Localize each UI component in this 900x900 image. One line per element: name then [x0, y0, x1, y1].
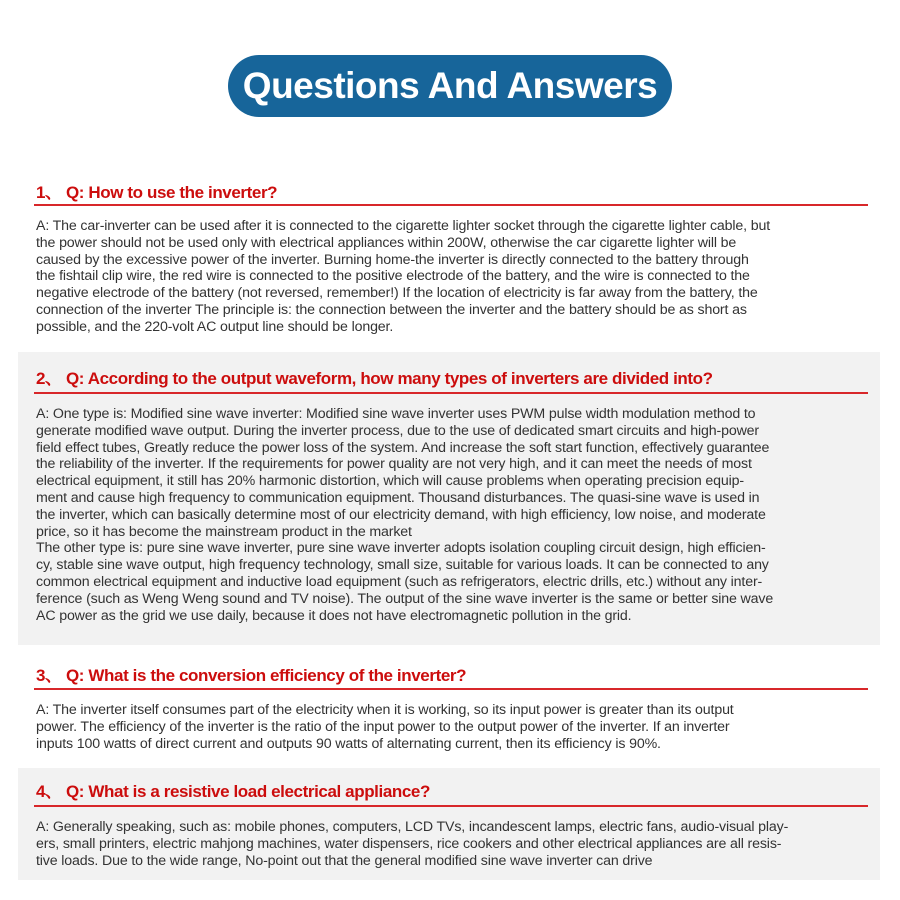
answer-line: cy, stable sine wave output, high frequency technology, small size, suitable for various loads. It can be connected to any [36, 557, 769, 574]
answer-line: electrical equipment, it still has 20% harmonic distortion, which will cause problems when operating precision equip- [36, 473, 744, 490]
answer-line: field effect tubes, Greatly reduce the power loss of the system. And increase the soft start function, effectively guarantee [36, 439, 770, 456]
answer-text [36, 218, 770, 336]
question-heading: 3、 Q: What is the conversion efficiency of the inverter? [36, 666, 467, 685]
answer-line: common electrical equipment and inductive load equipment (such as refrigerators, electric drills, etc.) without any inter- [36, 573, 763, 590]
answer-line: negative electrode of the battery (not reversed, remember!) If the location of electricity is far away from the battery, the [36, 285, 758, 302]
answer-line: A: The inverter itself consumes part of the electricity when it is working, so its input power is greater than its output [36, 702, 734, 718]
answer-line: A: Generally speaking, such as: mobile phones, computers, LCD TVs, incandescent lamps, electric fans, audio-visual play- [36, 819, 789, 835]
question-heading: 2、 Q: According to the output waveform, how many types of inverters are divided into? [36, 369, 713, 388]
divider [34, 805, 868, 807]
page-title: Questions And Answers [242, 65, 658, 106]
answer-text [36, 702, 734, 752]
answer-line: ment and cause high frequency to communication equipment. Thousand disturbances. The quasi-sine wave is used in [36, 489, 760, 506]
divider [34, 204, 868, 206]
answer-line: ers, small printers, electric mahjong machines, water dispensers, rice cookers and other electrical appliances are all resis- [36, 835, 782, 852]
question-heading: 4、 Q: What is a resistive load electrical appliance? [36, 782, 430, 801]
answer-line: generate modified wave output. During the inverter process, due to the use of dedicated smart circuits and high-power [36, 422, 759, 439]
divider [34, 392, 868, 394]
answer-line: connection of the inverter The principle is: the connection between the inverter and the battery should be as short as [36, 301, 747, 318]
answer-text [36, 819, 788, 869]
answer-line: inputs 100 watts of direct current and outputs 90 watts of alternating current, then its efficiency is 90%. [36, 735, 661, 752]
answer-line: caused by the excessive power of the inverter. Burning home-the inverter is directly connected to the battery through [36, 251, 749, 268]
answer-text [36, 406, 773, 624]
answer-line: the fishtail clip wire, the red wire is connected to the positive electrode of the battery, and the wire is connected to the [36, 268, 750, 285]
answer-line: A: The car-inverter can be used after it is connected to the cigarette lighter socket through the cigarette lighter cable, but [36, 218, 770, 234]
answer-line: the power should not be used only with electrical appliances within 200W, otherwise the car cigarette lighter will be [36, 234, 737, 251]
answer-line: AC power as the grid we use daily, because it does not have electromagnetic pollution in the grid. [36, 607, 632, 624]
answer-line: power. The efficiency of the inverter is the ratio of the input power to the output power of the inverter. If an inverter [36, 718, 730, 735]
qa-section-2 [18, 352, 880, 645]
divider [34, 688, 868, 690]
question-heading: 1、 Q: How to use the inverter? [36, 183, 278, 202]
answer-line: A: One type is: Modified sine wave inverter: Modified sine wave inverter uses PWM pulse width modulation method to [36, 406, 756, 422]
qa-section-1 [18, 170, 880, 345]
answer-line: possible, and the 220-volt AC output line should be longer. [36, 318, 394, 335]
answer-line: the reliability of the inverter. If the requirements for power quality are not very high, and it can meet the needs of most [36, 456, 752, 473]
answer-line: tive loads. Due to the wide range, No-point out that the general modified sine wave inverter can drive [36, 852, 653, 869]
answer-line: The other type is: pure sine wave inverter, pure sine wave inverter adopts isolation coupling circuit design, high efficien- [36, 540, 766, 557]
answer-line: price, so it has become the mainstream product in the market [36, 523, 412, 540]
qa-section-3 [18, 655, 880, 760]
answer-line: ference (such as Weng Weng sound and TV noise). The output of the sine wave inverter is the same or better sine wave [36, 590, 774, 607]
page-title-banner [228, 55, 672, 117]
answer-line: the inverter, which can basically determine most of our electricity demand, with high efficiency, low noise, and moderate [36, 506, 766, 523]
qa-section-4 [18, 768, 880, 880]
